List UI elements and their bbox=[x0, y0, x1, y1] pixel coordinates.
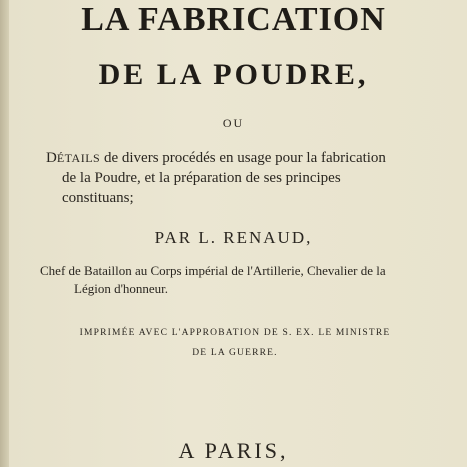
description-smallcaps: ÉTAILS bbox=[56, 151, 101, 165]
imprint-line-2: DE LA GUERRE. bbox=[192, 348, 278, 358]
description-initial: D bbox=[46, 150, 57, 166]
subtitle-description bbox=[46, 148, 426, 208]
author-title-line-2: Légion d'honneur. bbox=[74, 281, 169, 296]
author-title bbox=[40, 262, 440, 298]
author-name: PAR L. RENAUD, bbox=[154, 228, 313, 247]
description-line-3: constituans; bbox=[62, 190, 134, 206]
description-line-1-rest: de divers procédés en usage pour la fabrication bbox=[100, 150, 386, 166]
imprint-approval bbox=[30, 323, 440, 363]
publication-place: A PARIS, bbox=[178, 438, 289, 463]
title-line-2: DE LA POUDRE, bbox=[98, 58, 369, 91]
title-line-1: LA FABRICATION bbox=[81, 1, 386, 38]
description-line-1 bbox=[46, 148, 426, 168]
author-title-line-1: Chef de Bataillon au Corps impérial de l'Artillerie, Chevalier de la bbox=[40, 263, 386, 278]
description-line-2: de la Poudre, et la préparation de ses principes bbox=[62, 170, 341, 186]
imprint-line-1: IMPRIMÉE AVEC L'APPROBATION DE S. EX. LE MINISTRE bbox=[79, 328, 391, 338]
connector-ou: OU bbox=[222, 116, 245, 130]
